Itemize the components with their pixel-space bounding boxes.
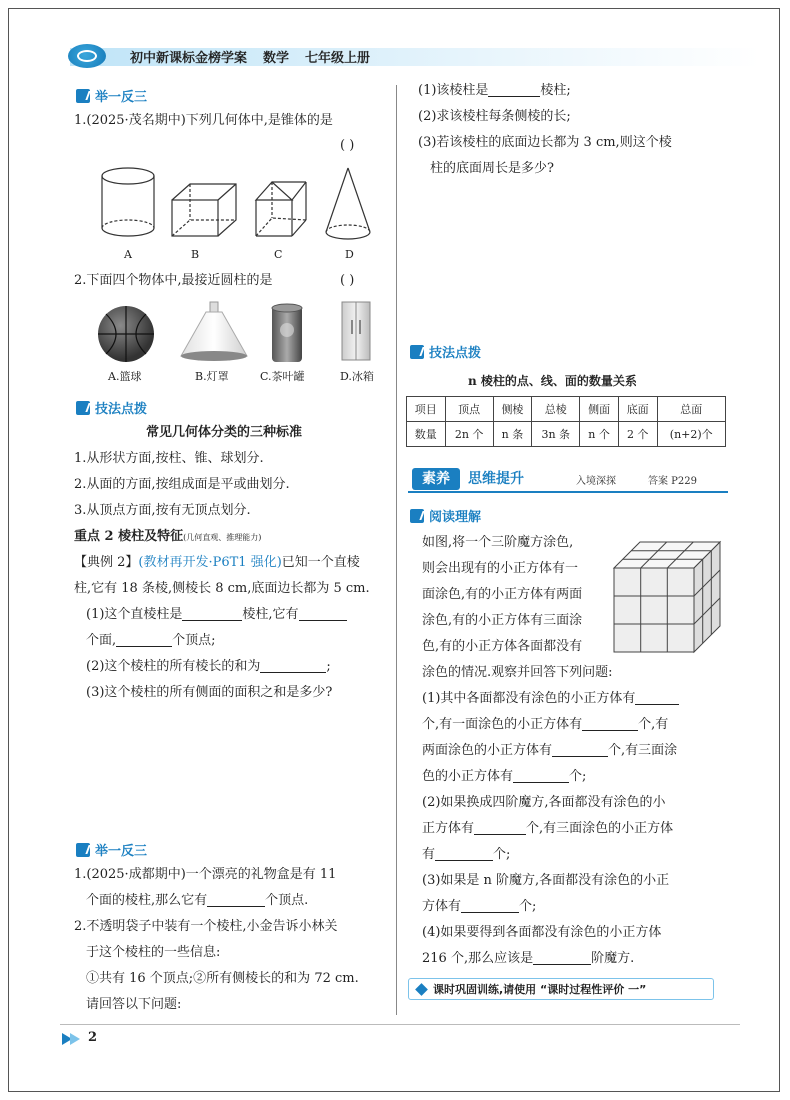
reading-line-4: 涂色,有的小正方体有三面涂 (422, 613, 583, 628)
practice-q1-line-2: 个面的棱柱,那么它有 个顶点. (86, 893, 309, 908)
reading-line-3: 面涂色,有的小正方体有两面 (422, 587, 583, 602)
table-cell: (n+2)个 (657, 422, 726, 447)
book-title: 初中新课标金榜学案 (130, 51, 248, 66)
example-2-line-2: 柱,它有 18 条棱,侧棱长 8 cm,底面边长都为 5 cm. (74, 581, 370, 596)
key-point-heading: 重点 2 棱柱及特征(几何直观、推理能力) (74, 529, 262, 544)
table-header-cell: 总棱 (532, 397, 580, 422)
object-label-b: B.灯罩 (195, 370, 229, 383)
page-number: 2 (88, 1030, 98, 1045)
pencil-icon (76, 89, 90, 103)
object-label-a: A.篮球 (108, 370, 142, 383)
answer-paren-2: ( ) (340, 273, 355, 288)
pencil-icon (76, 401, 90, 415)
lampshade-icon (181, 302, 247, 361)
right-q3-line-1: (3)若该棱柱的底面边长都为 3 cm,则这个棱 (418, 135, 672, 150)
basketball-icon (98, 306, 154, 362)
reading-line-5: 色,有的小正方体各面都没有 (422, 639, 583, 654)
grade-title: 七年级上册 (305, 51, 371, 66)
table-cell: 2 个 (618, 422, 657, 447)
table-cell: 3n 条 (532, 422, 580, 447)
subject-title: 数学 (263, 51, 290, 66)
tip-2: 2.从面的方面,按组成面是平或曲划分. (74, 477, 290, 492)
cylinder-shape (102, 168, 154, 236)
rubiks-cube-figure (612, 540, 728, 656)
shape-label-b: B (191, 248, 200, 261)
literacy-banner (408, 466, 728, 492)
section-heading-practice-1: 举一反三 (76, 86, 147, 105)
reading-q2-line-3: 有 个; (422, 847, 511, 862)
banner-answer-ref: 答案 P229 (648, 476, 697, 487)
question-2: 2.下面四个物体中,最接近圆柱的是 (74, 273, 273, 288)
lesson-practice-note: 课时巩固训练,请使用 “课时过程性评价 一” (408, 978, 714, 1000)
reading-q4-line-2: 216 个,那么应该是 阶魔方. (422, 951, 635, 966)
cone-shape (326, 168, 370, 239)
right-q3-line-2: 柱的底面周长是多少? (430, 161, 554, 176)
section-heading-tips-1: 技法点拨 (76, 398, 147, 417)
reading-q1-line-4: 色的小正方体有 个; (422, 769, 587, 784)
banner-title: 思维提升 (468, 471, 524, 487)
tip-3: 3.从顶点方面,按有无顶点划分. (74, 503, 251, 518)
right-q2: (2)求该棱柱每条侧棱的长; (418, 109, 571, 124)
shape-label-d: D (345, 248, 354, 261)
table-header-cell: 侧棱 (493, 397, 532, 422)
shape-label-c: C (274, 248, 283, 261)
refrigerator-icon (342, 302, 370, 360)
reading-line-6: 涂色的情况.观察并回答下列问题: (422, 665, 613, 680)
tea-canister-icon (272, 304, 302, 362)
question-1: 1.(2025·茂名期中)下列几何体中,是锥体的是 (74, 113, 333, 128)
reading-q2-line-1: (2)如果换成四阶魔方,各面都没有涂色的小 (422, 795, 666, 810)
object-label-d: D.冰箱 (340, 370, 374, 383)
reading-q4-line-1: (4)如果要得到各面都没有涂色的小正方体 (422, 925, 662, 940)
example-q2: (2)这个棱柱的所有棱长的和为 ; (86, 659, 331, 674)
reading-line-2: 则会出现有的小正方体有一 (422, 561, 579, 576)
table-header-row (407, 397, 726, 422)
practice-q1-line-1: 1.(2025·成都期中)一个漂亮的礼物盒是有 11 (74, 867, 337, 882)
tip-title: 常见几何体分类的三种标准 (146, 425, 303, 440)
example-q3: (3)这个棱柱的所有侧面的面积之和是多少? (86, 685, 333, 700)
practice-q2-line-3: ①共有 16 个顶点;②所有侧棱长的和为 72 cm. (86, 971, 359, 986)
table-header-cell: 项目 (407, 397, 446, 422)
table-cell: n 个 (580, 422, 619, 447)
table-header-cell: 总面 (657, 397, 726, 422)
reading-q1-line-2: 个,有一面涂色的小正方体有 个,有 (422, 717, 669, 732)
example-q1-line-2: 个面, 个顶点; (86, 633, 216, 648)
page-arrow-icon (70, 1033, 80, 1045)
table-header-cell: 侧面 (580, 397, 619, 422)
example-q1-line-1: (1)这个直棱柱是 棱柱,它有 (86, 606, 347, 624)
table-row (407, 422, 726, 447)
triangular-prism-shape (256, 182, 306, 236)
pencil-icon (410, 509, 424, 523)
prism-counts-table (406, 396, 726, 447)
footer-rule (60, 1024, 740, 1025)
header-title (130, 47, 386, 66)
reading-q3-line-1: (3)如果是 n 阶魔方,各面都没有涂色的小正 (422, 873, 670, 888)
right-q1: (1)该棱柱是 棱柱; (418, 83, 571, 98)
objects-figure (92, 300, 392, 370)
publisher-logo-icon (68, 44, 106, 68)
reading-q3-line-2: 方体有 个; (422, 899, 537, 914)
section-heading-tips-2: 技法点拨 (410, 342, 481, 361)
object-label-c: C.茶叶罐 (260, 370, 305, 383)
practice-q2-line-4: 请回答以下问题: (86, 997, 182, 1012)
geometric-shapes-figure (90, 160, 390, 250)
column-divider (396, 85, 397, 1015)
table-cell: 数量 (407, 422, 446, 447)
pencil-icon (410, 345, 424, 359)
section-heading-practice-2: 举一反三 (76, 840, 147, 859)
banner-subtitle: 入境深探 (576, 476, 616, 487)
reading-q2-line-2: 正方体有 个,有三面涂色的小正方体 (422, 821, 674, 836)
banner-underline (408, 491, 728, 493)
table-header-cell: 底面 (618, 397, 657, 422)
answer-paren-1: ( ) (340, 138, 355, 153)
table-header-cell: 顶点 (445, 397, 493, 422)
shape-label-a: A (124, 248, 132, 261)
page-header (30, 42, 760, 72)
table-cell: 2n 个 (445, 422, 493, 447)
tip-1: 1.从形状方面,按柱、锥、球划分. (74, 451, 264, 466)
banner-tag: 素养 (412, 468, 460, 490)
cube-shape (172, 184, 236, 236)
reading-q1-line-3: 两面涂色的小正方体有 个,有三面涂 (422, 743, 678, 758)
section-heading-reading: 阅读理解 (410, 506, 481, 525)
practice-q2-line-2: 于这个棱柱的一些信息: (86, 945, 221, 960)
reading-q1-line-1: (1)其中各面都没有涂色的小正方体有 (422, 690, 679, 708)
pencil-icon (76, 843, 90, 857)
table-cell: n 条 (493, 422, 532, 447)
example-2-line-1: 【典例 2】(教材再开发·P6T1 强化)已知一个直棱 (74, 555, 360, 570)
table-title: n 棱柱的点、线、面的数量关系 (468, 374, 637, 388)
reading-line-1: 如图,将一个三阶魔方涂色, (422, 535, 574, 550)
practice-q2-line-1: 2.不透明袋子中装有一个棱柱,小金告诉小林关 (74, 919, 338, 934)
